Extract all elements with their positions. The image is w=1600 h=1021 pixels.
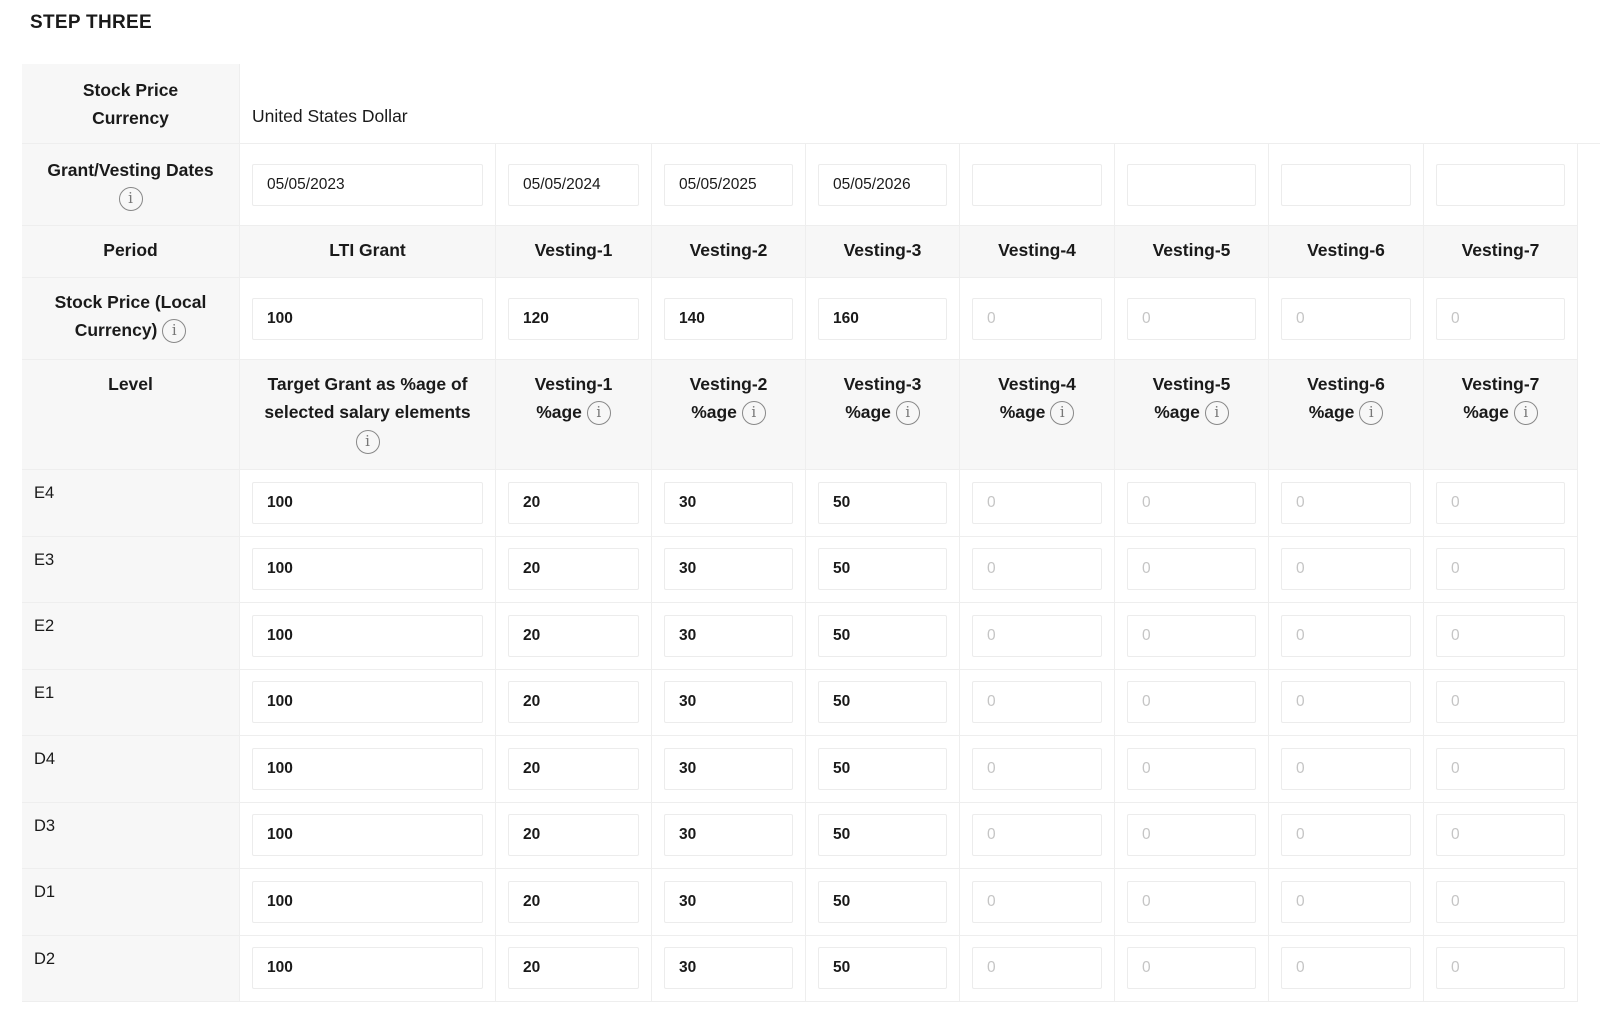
date-input-vesting-2-cell: [652, 144, 806, 226]
level-percent-input-cell: [1115, 803, 1269, 870]
level-percent-input-cell: [1424, 670, 1578, 737]
currency-value: United States Dollar: [252, 106, 408, 126]
level-percent-input-cell: [960, 537, 1115, 604]
level-percent-input[interactable]: 0: [1436, 947, 1565, 989]
stock-price-input-cell: [1115, 278, 1269, 360]
date-input-vesting-7[interactable]: [1436, 164, 1565, 206]
level-percent-input-cell: [806, 936, 960, 1003]
stock-price-input[interactable]: 100: [252, 298, 483, 340]
level-percent-input-cell: [960, 736, 1115, 803]
level-percent-input[interactable]: 0: [1127, 681, 1256, 723]
level-percent-input[interactable]: 0: [1436, 681, 1565, 723]
level-percent-input-cell: [960, 936, 1115, 1003]
date-input-vesting-6[interactable]: [1281, 164, 1411, 206]
level-percent-input-cell: [652, 603, 806, 670]
level-percent-input-cell: [652, 537, 806, 604]
level-percent-input[interactable]: 100: [252, 814, 483, 856]
level-percent-input[interactable]: 0: [972, 748, 1102, 790]
level-percent-input[interactable]: 0: [1281, 615, 1411, 657]
level-percent-input[interactable]: 0: [1436, 748, 1565, 790]
dates-label: Grant/Vesting Dates: [47, 160, 214, 180]
level-col-header-text: Vesting-4 %age: [998, 374, 1076, 422]
level-percent-input-cell: [960, 803, 1115, 870]
level-percent-input-cell: [496, 736, 652, 803]
level-percent-input-cell: [240, 936, 496, 1003]
period-col-header: Vesting-1: [496, 226, 652, 278]
level-percent-input[interactable]: 20: [508, 881, 639, 923]
level-percent-input-cell: [652, 470, 806, 537]
level-percent-input[interactable]: 0: [972, 947, 1102, 989]
stock-price-input-cell: [960, 278, 1115, 360]
level-col-header: [1115, 360, 1269, 470]
level-percent-input[interactable]: 30: [664, 482, 793, 524]
period-col-header: Vesting-6: [1269, 226, 1424, 278]
level-percent-input-cell: [496, 869, 652, 936]
level-percent-input-cell: [806, 537, 960, 604]
level-percent-input[interactable]: 0: [1436, 548, 1565, 590]
level-name: E2: [22, 603, 240, 670]
currency-value-cell: [240, 64, 1600, 144]
stock-price-label: Stock Price (Local Currency): [54, 292, 207, 340]
level-percent-input[interactable]: 0: [1127, 814, 1256, 856]
level-percent-input[interactable]: 20: [508, 681, 639, 723]
level-percent-input-cell: [652, 869, 806, 936]
level-percent-input-cell: [1269, 470, 1424, 537]
level-percent-input[interactable]: 20: [508, 548, 639, 590]
level-percent-input[interactable]: 0: [972, 681, 1102, 723]
date-input-vesting-5[interactable]: [1127, 164, 1256, 206]
date-input-vesting-1[interactable]: 05/05/2024: [508, 164, 639, 206]
level-percent-input-cell: [1115, 670, 1269, 737]
level-percent-input-cell: [806, 670, 960, 737]
level-percent-input[interactable]: 20: [508, 748, 639, 790]
date-input-vesting-3-cell: [806, 144, 960, 226]
date-input-vesting-1-cell: [496, 144, 652, 226]
level-percent-input[interactable]: 50: [818, 482, 947, 524]
level-col-header-text: Vesting-6 %age: [1307, 374, 1385, 422]
stock-price-input-cell: [1424, 278, 1578, 360]
level-col-header: [652, 360, 806, 470]
level-percent-input[interactable]: 30: [664, 814, 793, 856]
level-percent-input[interactable]: 0: [1281, 548, 1411, 590]
stock-price-input-cell: [806, 278, 960, 360]
level-col-header-text: Vesting-7 %age: [1461, 374, 1540, 422]
level-percent-input-cell: [1424, 603, 1578, 670]
level-label: Level: [22, 360, 240, 470]
level-col-header: [496, 360, 652, 470]
level-percent-input-cell: [1115, 470, 1269, 537]
currency-label-cell: [22, 64, 240, 144]
level-percent-input-cell: [1269, 736, 1424, 803]
period-label: Period: [22, 226, 240, 278]
level-percent-input[interactable]: 0: [1281, 748, 1411, 790]
level-percent-input[interactable]: 0: [1436, 814, 1565, 856]
level-percent-input-cell: [1269, 603, 1424, 670]
level-percent-input[interactable]: 20: [508, 482, 639, 524]
level-percent-input[interactable]: 20: [508, 615, 639, 657]
stock-price-input-cell: [496, 278, 652, 360]
level-percent-input-cell: [496, 470, 652, 537]
level-percent-input[interactable]: 50: [818, 548, 947, 590]
level-percent-input[interactable]: 100: [252, 881, 483, 923]
level-percent-input[interactable]: 0: [1281, 881, 1411, 923]
stock-price-info-icon[interactable]: i: [162, 319, 186, 343]
level-percent-input-cell: [1115, 869, 1269, 936]
level-percent-input-cell: [1424, 736, 1578, 803]
stock-price-label-cell: [22, 278, 240, 360]
level-col-header: [806, 360, 960, 470]
level-name: E1: [22, 670, 240, 737]
level-col-header-text: Vesting-5 %age: [1152, 374, 1231, 422]
level-percent-input-cell: [240, 869, 496, 936]
date-input-vesting-6-cell: [1269, 144, 1424, 226]
level-percent-input[interactable]: 100: [252, 748, 483, 790]
level-percent-input-cell: [960, 670, 1115, 737]
level-col-header-text: Vesting-2 %age: [689, 374, 768, 422]
level-percent-input-cell: [1115, 736, 1269, 803]
level-percent-input-cell: [496, 803, 652, 870]
level-col-header-text: Target Grant as %age of selected salary elements: [264, 374, 471, 422]
level-percent-input-cell: [240, 470, 496, 537]
level-percent-input-cell: [496, 603, 652, 670]
level-percent-input-cell: [1424, 537, 1578, 604]
level-percent-input-cell: [240, 803, 496, 870]
level-percent-input-cell: [960, 869, 1115, 936]
level-percent-input[interactable]: 0: [1281, 947, 1411, 989]
vesting-percent-info-icon[interactable]: i: [587, 401, 611, 425]
level-percent-input[interactable]: 30: [664, 681, 793, 723]
level-percent-input[interactable]: 0: [972, 548, 1102, 590]
level-percent-input[interactable]: 20: [508, 947, 639, 989]
level-col-header: [960, 360, 1115, 470]
vesting-percent-info-icon[interactable]: i: [1050, 401, 1074, 425]
period-col-header: Vesting-5: [1115, 226, 1269, 278]
level-percent-input[interactable]: 100: [252, 681, 483, 723]
date-input-grant-cell: [240, 144, 496, 226]
level-percent-input[interactable]: 0: [972, 881, 1102, 923]
date-input-grant[interactable]: 05/05/2023: [252, 164, 483, 206]
date-input-vesting-4-cell: [960, 144, 1115, 226]
level-percent-input-cell: [1115, 537, 1269, 604]
level-percent-input[interactable]: 100: [252, 947, 483, 989]
vesting-percent-info-icon[interactable]: i: [1205, 401, 1229, 425]
level-percent-input[interactable]: 0: [972, 615, 1102, 657]
period-col-header: Vesting-2: [652, 226, 806, 278]
period-col-header: Vesting-3: [806, 226, 960, 278]
stock-price-input-cell: [1269, 278, 1424, 360]
level-percent-input-cell: [1115, 936, 1269, 1003]
level-percent-input-cell: [806, 603, 960, 670]
level-percent-input[interactable]: 0: [1281, 681, 1411, 723]
stock-price-input[interactable]: 140: [664, 298, 793, 340]
stock-price-input-cell: [240, 278, 496, 360]
period-col-header: Vesting-7: [1424, 226, 1578, 278]
level-percent-input-cell: [806, 869, 960, 936]
level-name: E4: [22, 470, 240, 537]
level-percent-input-cell: [240, 537, 496, 604]
level-percent-input[interactable]: 30: [664, 748, 793, 790]
level-col-header: [1269, 360, 1424, 470]
level-percent-input-cell: [1424, 803, 1578, 870]
level-percent-input[interactable]: 0: [1127, 881, 1256, 923]
level-percent-input-cell: [496, 537, 652, 604]
level-percent-input-cell: [240, 670, 496, 737]
date-input-vesting-2[interactable]: 05/05/2025: [664, 164, 793, 206]
date-input-vesting-4[interactable]: [972, 164, 1102, 206]
level-percent-input[interactable]: 0: [1127, 482, 1256, 524]
level-percent-input[interactable]: 0: [1436, 881, 1565, 923]
level-col-header: [240, 360, 496, 470]
level-percent-input-cell: [652, 670, 806, 737]
level-percent-input[interactable]: 50: [818, 881, 947, 923]
level-percent-input[interactable]: 0: [1436, 482, 1565, 524]
stock-price-input[interactable]: 0: [1436, 298, 1565, 340]
level-percent-input[interactable]: 50: [818, 615, 947, 657]
level-percent-input-cell: [1269, 803, 1424, 870]
level-percent-input-cell: [1269, 936, 1424, 1003]
level-percent-input[interactable]: 30: [664, 548, 793, 590]
level-percent-input[interactable]: 50: [818, 748, 947, 790]
level-percent-input-cell: [1424, 936, 1578, 1003]
level-percent-input-cell: [1269, 869, 1424, 936]
level-percent-input-cell: [1269, 537, 1424, 604]
date-input-vesting-7-cell: [1424, 144, 1578, 226]
vesting-percent-info-icon[interactable]: i: [896, 401, 920, 425]
level-percent-input-cell: [806, 803, 960, 870]
level-percent-input[interactable]: 30: [664, 615, 793, 657]
date-input-vesting-3[interactable]: 05/05/2026: [818, 164, 947, 206]
level-percent-input-cell: [496, 670, 652, 737]
date-input-vesting-5-cell: [1115, 144, 1269, 226]
level-percent-input[interactable]: 0: [1281, 814, 1411, 856]
level-col-header: [1424, 360, 1578, 470]
level-percent-input[interactable]: 20: [508, 814, 639, 856]
level-percent-input[interactable]: 0: [972, 482, 1102, 524]
level-name: D3: [22, 803, 240, 870]
level-percent-input-cell: [652, 736, 806, 803]
period-col-header: Vesting-4: [960, 226, 1115, 278]
stock-price-input[interactable]: 0: [1281, 298, 1411, 340]
stock-price-input[interactable]: 160: [818, 298, 947, 340]
level-percent-input[interactable]: 100: [252, 548, 483, 590]
level-percent-input-cell: [652, 936, 806, 1003]
level-percent-input[interactable]: 100: [252, 482, 483, 524]
level-percent-input[interactable]: 0: [972, 814, 1102, 856]
level-percent-input-cell: [806, 736, 960, 803]
level-percent-input[interactable]: 50: [818, 947, 947, 989]
stock-price-input[interactable]: 120: [508, 298, 639, 340]
level-percent-input[interactable]: 50: [818, 814, 947, 856]
level-percent-input-cell: [960, 470, 1115, 537]
level-percent-input-cell: [806, 470, 960, 537]
level-percent-input[interactable]: 100: [252, 615, 483, 657]
level-percent-input-cell: [1115, 603, 1269, 670]
vesting-percent-info-icon[interactable]: i: [1514, 401, 1538, 425]
vesting-percent-info-icon[interactable]: i: [742, 401, 766, 425]
target-grant-info-icon[interactable]: i: [356, 430, 380, 454]
level-name: D2: [22, 936, 240, 1003]
stock-price-input[interactable]: 0: [972, 298, 1102, 340]
level-percent-input[interactable]: 50: [818, 681, 947, 723]
level-percent-input-cell: [1424, 470, 1578, 537]
level-name: D1: [22, 869, 240, 936]
vesting-percent-info-icon[interactable]: i: [1359, 401, 1383, 425]
step-title: STEP THREE: [30, 12, 152, 33]
level-col-header-text: Vesting-1 %age: [534, 374, 613, 422]
level-percent-input-cell: [240, 603, 496, 670]
level-col-header-text: Vesting-3 %age: [843, 374, 922, 422]
level-percent-input-cell: [240, 736, 496, 803]
level-percent-input-cell: [652, 803, 806, 870]
level-percent-input[interactable]: 0: [1436, 615, 1565, 657]
stock-price-input[interactable]: 0: [1127, 298, 1256, 340]
level-percent-input-cell: [496, 936, 652, 1003]
period-col-header: LTI Grant: [240, 226, 496, 278]
stock-price-input-cell: [652, 278, 806, 360]
currency-label: Stock Price Currency: [82, 79, 179, 128]
level-percent-input-cell: [1269, 670, 1424, 737]
level-percent-input[interactable]: 0: [1127, 615, 1256, 657]
lti-grant-table: [22, 64, 1600, 1002]
level-name: D4: [22, 736, 240, 803]
level-percent-input[interactable]: 0: [1127, 548, 1256, 590]
level-percent-input[interactable]: 30: [664, 881, 793, 923]
dates-label-cell: [22, 144, 240, 226]
level-percent-input[interactable]: 0: [1127, 748, 1256, 790]
level-percent-input-cell: [960, 603, 1115, 670]
dates-info-icon[interactable]: i: [119, 187, 143, 211]
level-name: E3: [22, 537, 240, 604]
level-percent-input-cell: [1424, 869, 1578, 936]
level-percent-input[interactable]: 30: [664, 947, 793, 989]
level-percent-input[interactable]: 0: [1281, 482, 1411, 524]
level-percent-input[interactable]: 0: [1127, 947, 1256, 989]
